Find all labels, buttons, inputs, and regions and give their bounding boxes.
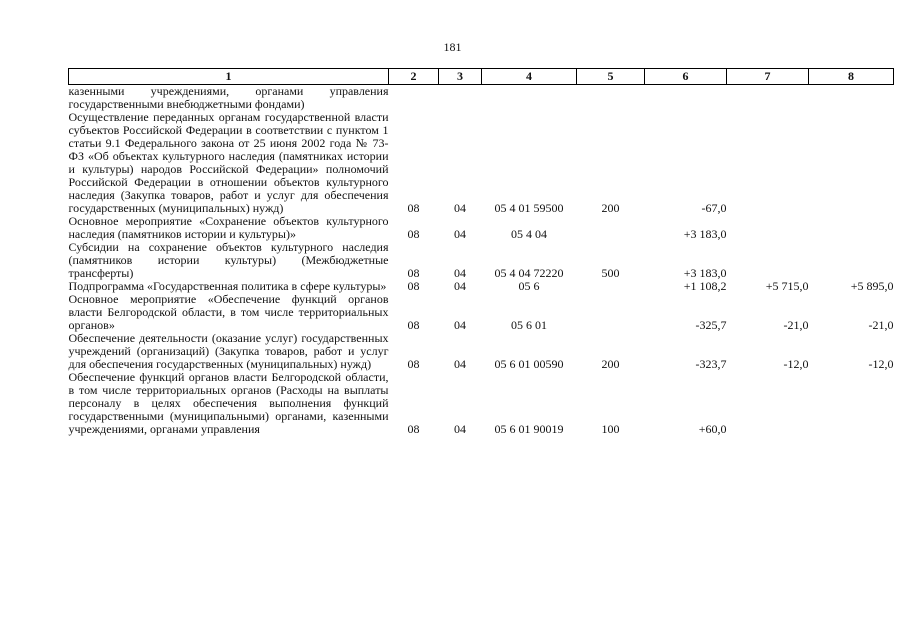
- header-col-4: 4: [482, 69, 577, 85]
- page-number: 181: [443, 40, 462, 54]
- amount-col-6: +1 108,2: [683, 279, 727, 293]
- row-description: Основное мероприятие «Обеспечение функций органов власти Белгородской области, в том числе территориальных органов»: [68, 292, 389, 332]
- budget-table: [68, 68, 894, 436]
- target-article-code: 05 4 04: [511, 227, 547, 241]
- row-description: казенными учреждениями, органами управления государственными внебюджетными фондами): [68, 84, 389, 111]
- subsection-code: 04: [454, 318, 466, 332]
- row-description: Обеспечение деятельности (оказание услуг) государственных учреждений (организаций) (Закупка товаров, работ и услуг для обеспечения государственных (муниципальных) нужд): [68, 331, 389, 371]
- amount-col-7: +5 715,0: [765, 279, 809, 293]
- section-code: 08: [407, 227, 420, 241]
- header-col-2: 2: [389, 69, 439, 85]
- table-row: [69, 85, 894, 112]
- header-row: [69, 69, 894, 85]
- expense-type-code: [577, 215, 645, 241]
- amount-col-6: -323,7: [695, 357, 727, 371]
- expense-type-code: [577, 85, 645, 112]
- section-code: 08: [407, 266, 420, 280]
- amount-col-8: [809, 241, 894, 280]
- expense-type-code: 200: [601, 201, 620, 215]
- table-row: [69, 215, 894, 241]
- section-code: 08: [407, 422, 420, 436]
- header-col-8: 8: [809, 69, 894, 85]
- amount-col-8: +5 895,0: [850, 279, 894, 293]
- target-article-code: [482, 85, 577, 112]
- table-row: [69, 111, 894, 215]
- header-col-6: 6: [645, 69, 727, 85]
- section-code: 08: [407, 279, 420, 293]
- subsection-code: 04: [454, 357, 466, 371]
- section-code: 08: [407, 201, 420, 215]
- amount-col-8: [809, 371, 894, 436]
- expense-type-code: 200: [601, 357, 620, 371]
- amount-col-8: [809, 111, 894, 215]
- subsection-code: 04: [454, 201, 466, 215]
- target-article-code: 05 6 01 90019: [494, 422, 564, 436]
- section-code: 08: [407, 318, 420, 332]
- target-article-code: 05 4 04 72220: [494, 266, 564, 280]
- amount-col-8: [809, 85, 894, 112]
- subsection-code: [439, 85, 482, 112]
- header-col-7: 7: [727, 69, 809, 85]
- amount-col-7: -21,0: [783, 318, 809, 332]
- expense-type-code: 100: [601, 422, 620, 436]
- row-description: Субсидии на сохранение объектов культурного наследия (памятников истории культуры) (Межбюджетные трансферты): [68, 240, 389, 280]
- amount-col-7: -12,0: [783, 357, 809, 371]
- subsection-code: 04: [454, 266, 466, 280]
- row-description: Основное мероприятие «Сохранение объектов культурного наследия (памятников истории и культуры)»: [68, 214, 389, 241]
- subsection-code: 04: [454, 279, 466, 293]
- header-col-3: 3: [439, 69, 482, 85]
- expense-type-code: 500: [601, 266, 620, 280]
- amount-col-7: [727, 85, 809, 112]
- amount-col-7: [727, 215, 809, 241]
- amount-col-6: +60,0: [698, 422, 727, 436]
- header-col-5: 5: [577, 69, 645, 85]
- amount-col-8: [809, 215, 894, 241]
- subsection-code: 04: [454, 227, 466, 241]
- section-code: 08: [407, 357, 420, 371]
- header-col-1: 1: [69, 69, 389, 85]
- amount-col-7: [727, 111, 809, 215]
- amount-col-6: [645, 85, 727, 112]
- row-description: Осуществление переданных органам государственной власти субъектов Российской Федерации в соответствии с пунктом 1 статьи 9.1 Федерального закона от 25 июня 2002 года № 73-ФЗ «Об объектах культурного наследия (памятниках истории и культуры) народов Российской Федерации» полномочий Российской Федерации в отношении объектов культурного наследия (Закупка товаров, работ и услуг для обеспечения государственных (муниципальных) нужд): [68, 110, 389, 215]
- table-row: [69, 293, 894, 332]
- amount-col-8: -12,0: [868, 357, 894, 371]
- amount-col-7: [727, 241, 809, 280]
- subsection-code: 04: [454, 422, 466, 436]
- section-code: [389, 85, 439, 112]
- target-article-code: 05 6: [518, 279, 540, 293]
- table-row: [69, 371, 894, 436]
- table-row: [69, 332, 894, 371]
- row-description: Обеспечение функций органов власти Белгородской области, в том числе территориальных органов (Расходы на выплаты персоналу в целях обеспечения выполнения функций государственными (муниципальными) органами, казенными учреждениями, органами управления: [68, 370, 389, 436]
- amount-col-6: -67,0: [701, 201, 727, 215]
- amount-col-6: +3 183,0: [683, 266, 727, 280]
- expense-type-code: [577, 293, 645, 332]
- table-row: [69, 241, 894, 280]
- amount-col-8: -21,0: [868, 318, 894, 332]
- target-article-code: 05 4 01 59500: [494, 201, 564, 215]
- target-article-code: 05 6 01: [511, 318, 547, 332]
- row-description: Подпрограмма «Государственная политика в сфере культуры»: [68, 279, 387, 293]
- amount-col-6: +3 183,0: [683, 227, 727, 241]
- target-article-code: 05 6 01 00590: [494, 357, 564, 371]
- amount-col-7: [727, 371, 809, 436]
- amount-col-6: -325,7: [695, 318, 727, 332]
- expense-type-code: [577, 280, 645, 293]
